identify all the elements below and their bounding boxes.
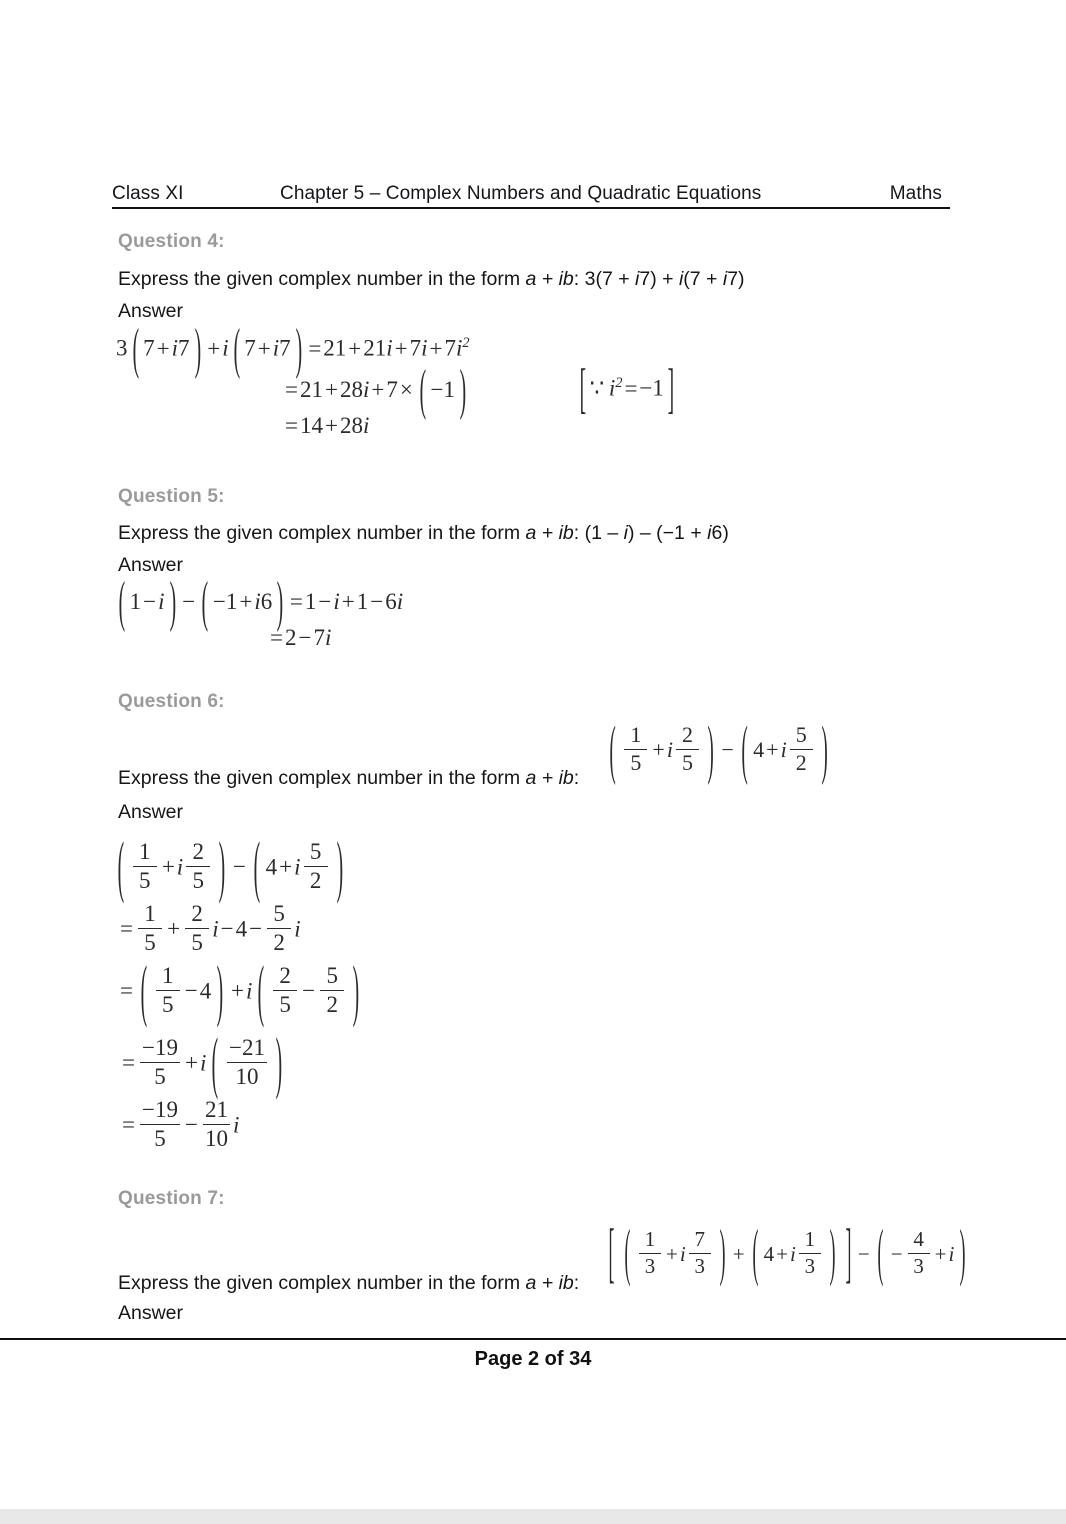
fraction: $\frac{1}{5}$	[624, 724, 647, 774]
header-class: Class XI	[112, 183, 184, 204]
question-4-prompt	[118, 268, 745, 291]
prompt-colon: :	[573, 1272, 580, 1294]
q6-solution-line-5: = $\frac{-19}{5}$ − $\frac{21}{10}$ i	[122, 1097, 240, 1151]
prompt-prefix: Express the given complex number in the form	[118, 767, 526, 789]
prompt-form: a + ib	[525, 1272, 574, 1294]
q6-solution-line-2: = $\frac{1}{5}$ + $\frac{2}{5}$ i−4− $\frac{5}{2}$ i	[120, 901, 301, 955]
prompt-expression-q4: 3(7 + i7) + i(7 + i7)	[584, 268, 745, 290]
prompt-form: a + ib	[525, 268, 574, 290]
page-bottom-strip	[0, 1509, 1066, 1524]
question-4-heading: Question 4:	[118, 231, 225, 252]
q6-solution-line-1: ( $\frac{1}{5}$ +i $\frac{2}{5}$ ) − ( 4+i $\frac{5}{2}$ )	[117, 829, 343, 905]
q5-solution-line-2: =2−7i	[270, 625, 332, 650]
q4-solution-line-3: =14+28i	[285, 413, 370, 438]
question-5-prompt	[118, 522, 729, 545]
prompt-prefix: Express the given complex number in the form	[118, 1272, 526, 1294]
q5-solution-line-1: ( 1−i ) − ( −1+i6 ) =1−i+1−6i	[118, 570, 404, 633]
footer-page-label: Page 2 of 34	[474, 1348, 592, 1370]
fraction: $\frac{2}{5}$	[676, 724, 699, 774]
prompt-prefix: Express the given complex number in the form	[118, 268, 526, 290]
prompt-colon: :	[573, 767, 580, 789]
answer-label-q7: Answer	[118, 1302, 184, 1324]
q7-inline-expression: [ ( $\frac{1}{3}$ +i $\frac{7}{3}$ ) + ( 4+i $\frac{1}{3}$ ) ] − ( − $\frac{4}{3}$ +i )	[608, 1213, 966, 1291]
fraction: $\frac{5}{2}$	[790, 724, 813, 774]
answer-label-q4: Answer	[118, 300, 184, 322]
question-7-prompt	[118, 1272, 579, 1295]
document-header	[112, 183, 950, 209]
q6-solution-line-3: = ( $\frac{1}{5}$ −4 ) +i ( $\frac{2}{5}$ − $\frac{5}{2}$ )	[120, 953, 360, 1029]
q6-inline-expression: ( $\frac{1}{5}$ +i $\frac{2}{5}$ ) − ( 4+i $\frac{5}{2}$ )	[609, 710, 828, 786]
header-chapter: Chapter 5 – Complex Numbers and Quadratic Equations	[280, 183, 762, 204]
prompt-form: a + ib	[525, 767, 574, 789]
question-5-heading: Question 5:	[118, 486, 225, 507]
prompt-form: a + ib	[525, 522, 574, 544]
q4-solution-line-2: =21+28i+7× ( −1 )	[285, 358, 467, 421]
prompt-expression-q5: (1 – i) – (−1 + i6)	[584, 522, 729, 544]
header-subject: Maths	[889, 183, 942, 204]
answer-label-q6: Answer	[118, 801, 184, 823]
question-6-prompt	[118, 767, 579, 790]
question-6-heading: Question 6:	[118, 691, 225, 712]
prompt-colon: :	[573, 268, 585, 290]
footer-divider	[0, 1338, 1066, 1340]
q4-solution-line-1: 3 ( 7+i7 ) +i ( 7+i7 ) $=21+21i+7i+7i^2$	[116, 317, 470, 379]
question-7-heading: Question 7:	[118, 1188, 225, 1209]
prompt-prefix: Express the given complex number in the form	[118, 522, 526, 544]
prompt-colon: :	[573, 522, 585, 544]
q4-solution-note: [ ∵ $i^2=-1$ ]	[579, 358, 675, 419]
answer-label-q5: Answer	[118, 554, 184, 576]
q6-solution-line-4: = $\frac{-19}{5}$ +i ( $\frac{-21}{10}$ )	[122, 1025, 283, 1101]
